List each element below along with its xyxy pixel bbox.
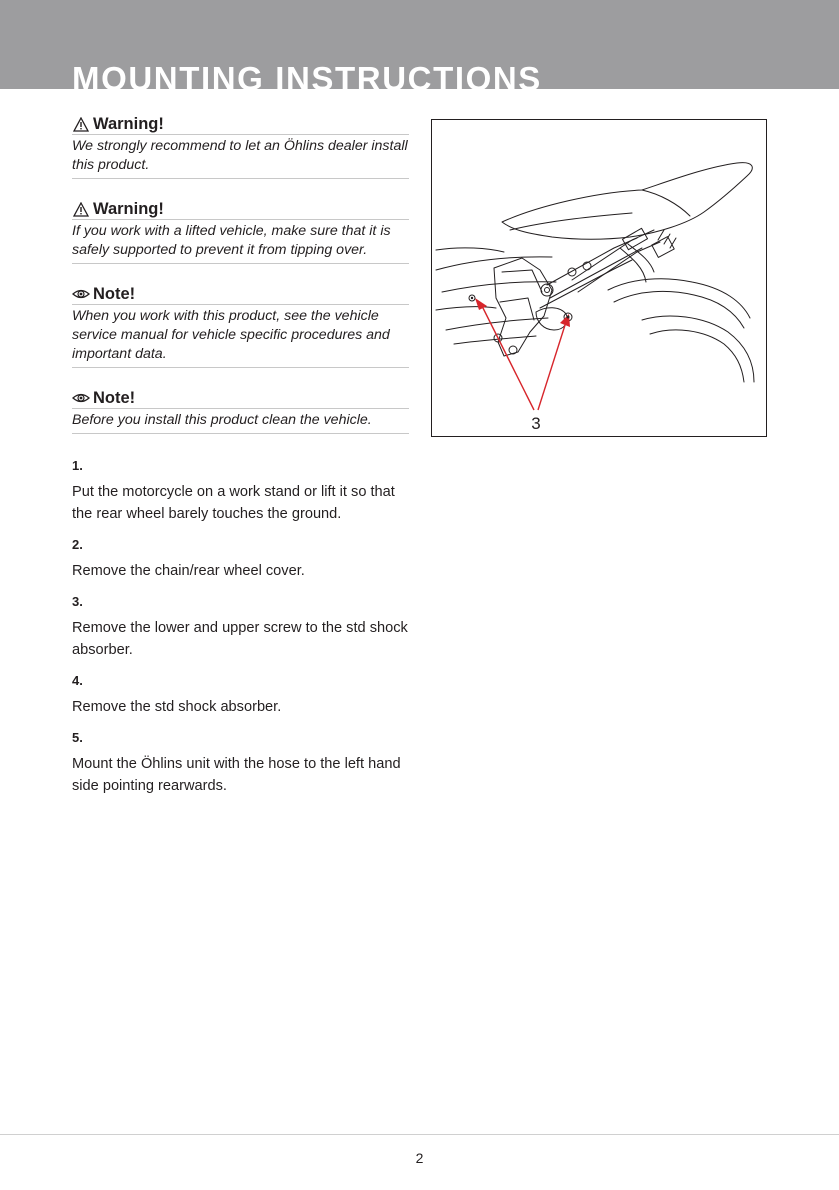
notice-heading-text: Warning!: [93, 115, 164, 133]
callout-label: 3: [531, 414, 541, 433]
bracket-edge: [502, 270, 542, 292]
step-item: [72, 673, 409, 718]
step-item: [72, 537, 409, 582]
step-text: Mount the Öhlins unit with the hose to the left hand side pointing rearwards.: [72, 756, 401, 794]
notice-body: Before you install this product clean the vehicle.: [72, 409, 409, 434]
notice-heading-text: Warning!: [93, 200, 164, 218]
tail-panel: [642, 190, 690, 216]
motorcycle-rear-illustration: [431, 119, 767, 437]
warning-notice: [72, 114, 409, 179]
note-notice: [72, 388, 409, 434]
step-number: 4.: [72, 673, 83, 688]
instructions-column: [72, 114, 409, 809]
frame-line: [436, 248, 504, 252]
notice-heading-text: Note!: [93, 285, 136, 303]
seat-seam: [510, 213, 632, 230]
shock-bracket: [494, 258, 552, 356]
warning-notice: [72, 199, 409, 264]
bracket-bolt: [509, 346, 517, 354]
notice-heading: [72, 114, 409, 135]
step-number: 1.: [72, 458, 83, 473]
step-text: Remove the std shock absorber.: [72, 699, 282, 715]
header-band: [0, 0, 839, 89]
step-number: 5.: [72, 730, 83, 745]
warning-triangle-icon: [72, 201, 90, 217]
page-number: 2: [415, 1150, 424, 1166]
notice-body: We strongly recommend to let an Öhlins dealer install this product.: [72, 135, 409, 179]
step-item: [72, 594, 409, 661]
lower-screw: [567, 316, 570, 319]
step-text: Put the motorcycle on a work stand or lift it so that the rear wheel barely touches the ground.: [72, 484, 395, 522]
notice-heading: [72, 388, 409, 409]
subframe-line: [442, 282, 556, 292]
warning-triangle-icon: [72, 116, 90, 132]
footer-rule: [0, 1134, 839, 1135]
note-notice: [72, 284, 409, 368]
callout-arrow-head: [475, 298, 487, 310]
notice-heading: [72, 284, 409, 305]
notice-body: If you work with a lifted vehicle, make sure that it is safely supported to prevent it from tipping over.: [72, 220, 409, 264]
step-number: 2.: [72, 537, 83, 552]
bracket-bolt: [545, 288, 550, 293]
notice-heading-text: Note!: [93, 389, 136, 407]
eye-icon: [72, 390, 90, 406]
step-text: Remove the chain/rear wheel cover.: [72, 563, 305, 579]
callout-arrow-line: [538, 322, 566, 410]
callout-arrows: [475, 298, 570, 410]
linkage-pivot: [568, 268, 576, 276]
seat-outline: [502, 163, 752, 240]
upper-screw: [471, 297, 473, 299]
notice-heading: [72, 199, 409, 220]
swingarm-line: [540, 260, 632, 308]
bracket-bolt: [541, 284, 553, 296]
illustration-drawing: [432, 120, 766, 436]
step-item: [72, 730, 409, 797]
eye-icon: [72, 286, 90, 302]
adjuster-knob: [658, 230, 676, 248]
page-title: MOUNTING INSTRUCTIONS: [72, 60, 542, 89]
step-text: Remove the lower and upper screw to the std shock absorber.: [72, 620, 408, 658]
rear-fender: [614, 291, 744, 328]
rear-wheel-arc: [650, 330, 744, 382]
notice-body: When you work with this product, see the vehicle service manual for vehicle specific procedures and important data.: [72, 305, 409, 368]
frame-line: [436, 307, 496, 310]
step-number: 3.: [72, 594, 83, 609]
rear-wheel-arc: [642, 316, 754, 382]
step-item: [72, 458, 409, 525]
rear-fender: [608, 279, 750, 318]
step-list: [72, 458, 409, 797]
